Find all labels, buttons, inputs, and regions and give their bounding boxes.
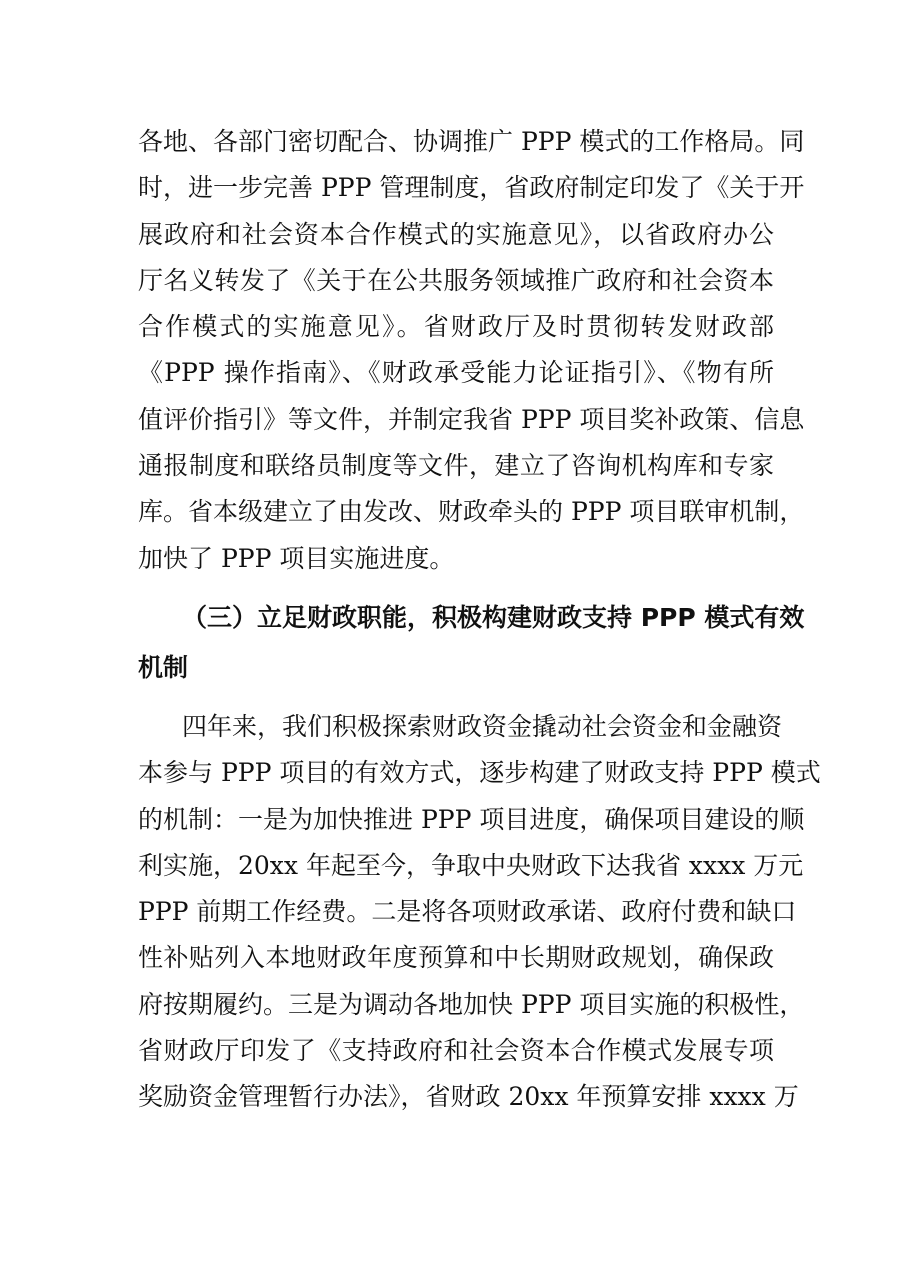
paragraph-line: 加快了 PPP 项目实施进度。 <box>138 543 455 573</box>
paragraph-line: 库。省本级建立了由发改、财政牵头的 PPP 项目联审机制， <box>138 497 805 527</box>
heading-line: 机制 <box>138 652 189 682</box>
paragraph-line: 本参与 PPP 项目的有效方式，逐步构建了财政支持 PPP 模式 <box>138 758 821 788</box>
paragraph-line: 展政府和社会资本合作模式的实施意见》，以省政府办公 <box>138 219 774 249</box>
paragraph-line: 利实施，20xx 年起至今，争取中央财政下达我省 xxxx 万元 <box>138 850 804 880</box>
heading-line: （三）立足财政职能，积极构建财政支持 PPP 模式有效 <box>182 602 805 632</box>
paragraph-line: 合作模式的实施意见》。省财政厅及时贯彻转发财政部 <box>138 312 774 342</box>
paragraph-line: 的机制：一是为加快推进 PPP 项目进度，确保项目建设的顺 <box>138 804 805 834</box>
paragraph-2 <box>138 704 821 1121</box>
paragraph-line: PPP 前期工作经费。二是将各项财政承诺、政府付费和缺口 <box>138 897 797 927</box>
section-heading <box>138 593 805 693</box>
paragraph-line: 府按期履约。三是为调动各地加快 PPP 项目实施的积极性， <box>138 989 805 1019</box>
document-body <box>138 119 821 1121</box>
paragraph-line: 《PPP 操作指南》、《财政承受能力论证指引》、《物有所 <box>138 358 774 388</box>
paragraph-line: 省财政厅印发了《支持政府和社会资本合作模式发展专项 <box>138 1036 774 1066</box>
paragraph-1 <box>138 119 805 582</box>
paragraph-line: 时，进一步完善 PPP 管理制度，省政府制定印发了《关于开 <box>138 173 805 203</box>
paragraph-line: 奖励资金管理暂行办法》，省财政 20xx 年预算安排 xxxx 万 <box>138 1082 799 1112</box>
paragraph-line: 通报制度和联络员制度等文件，建立了咨询机构库和专家 <box>138 451 774 481</box>
paragraph-line: 四年来，我们积极探索财政资金撬动社会资金和金融资 <box>182 711 783 741</box>
paragraph-line: 厅名义转发了《关于在公共服务领域推广政府和社会资本 <box>138 265 774 295</box>
paragraph-line: 值评价指引》等文件，并制定我省 PPP 项目奖补政策、信息 <box>138 404 805 434</box>
paragraph-line: 性补贴列入本地财政年度预算和中长期财政规划，确保政 <box>138 943 774 973</box>
paragraph-line: 各地、各部门密切配合、协调推广 PPP 模式的工作格局。同 <box>138 127 805 156</box>
